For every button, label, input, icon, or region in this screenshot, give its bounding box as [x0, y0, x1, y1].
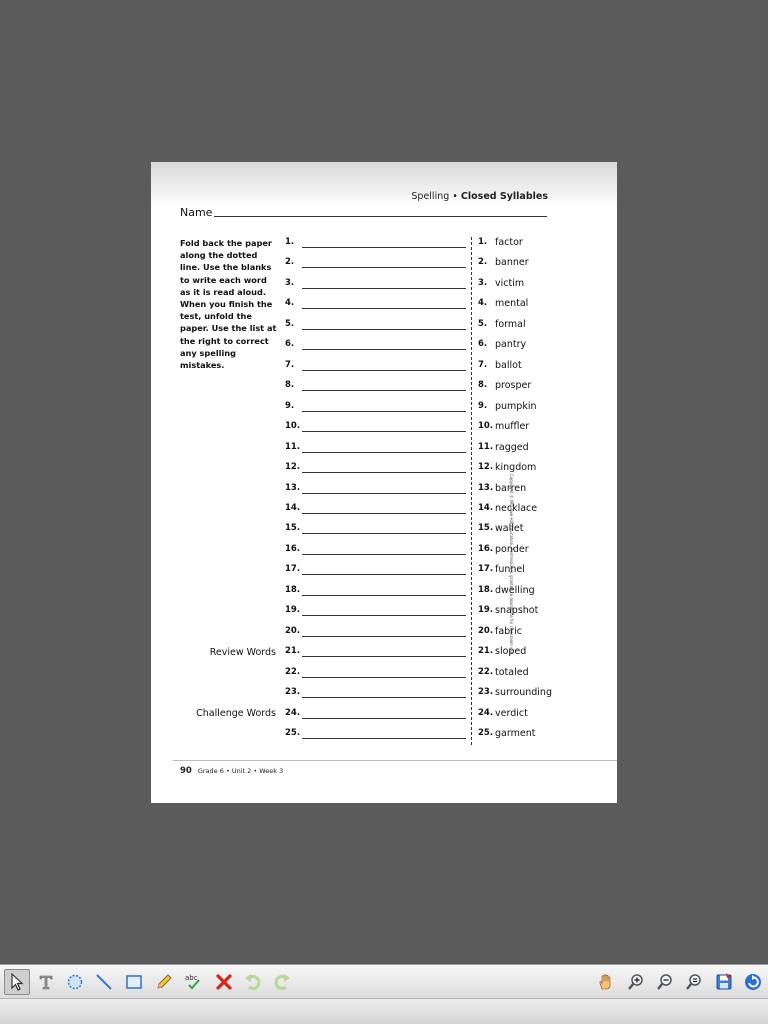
challenge-words-label: Challenge Words: [196, 708, 276, 719]
shape-tool-icon[interactable]: [62, 969, 88, 995]
answer-number: 7.: [478, 359, 488, 370]
answer-number: 16.: [478, 543, 494, 554]
spelling-word: wallet: [495, 523, 524, 535]
answer-blank: [302, 636, 466, 637]
answer-blank: [302, 411, 466, 412]
blank-number: 4.: [285, 298, 295, 309]
blank-number: 10.: [285, 421, 301, 432]
word-row: [151, 687, 617, 701]
spelling-word: garment: [495, 728, 536, 740]
heading-topic: Closed Syllables: [460, 191, 548, 202]
answer-blank: [302, 349, 466, 350]
rotate-icon[interactable]: [740, 969, 766, 995]
answer-blank: [302, 738, 466, 739]
redo-icon[interactable]: [269, 969, 295, 995]
spelling-word: sloped: [495, 646, 527, 658]
word-row: [151, 544, 617, 558]
spelling-word: funnel: [495, 564, 525, 576]
spelling-word: ragged: [495, 441, 529, 453]
answer-number: 10.: [478, 421, 494, 432]
blank-number: 18.: [285, 584, 301, 595]
answer-blank: [302, 247, 466, 248]
spelling-word: dwelling: [495, 584, 535, 596]
footer-text: Grade 6 • Unit 2 • Week 3: [197, 767, 284, 775]
answer-number: 5.: [478, 318, 488, 329]
zoom-out-icon[interactable]: [652, 969, 678, 995]
blank-number: 21.: [285, 646, 301, 657]
answer-number: 25.: [478, 728, 494, 739]
spelling-word: barren: [495, 482, 527, 494]
spelling-word: ballot: [495, 359, 522, 371]
answer-blank: [302, 656, 466, 657]
review-words-label: Review Words: [209, 647, 276, 658]
word-row: [151, 626, 617, 640]
answer-number: 19.: [478, 605, 494, 616]
word-row: [151, 605, 617, 619]
hand-pan-icon[interactable]: [593, 969, 619, 995]
answer-blank: [302, 533, 466, 534]
answer-number: 2.: [478, 257, 488, 268]
blank-number: 6.: [285, 339, 295, 350]
answer-number: 23.: [478, 687, 494, 698]
spelling-word: pantry: [495, 339, 527, 351]
answer-blank: [302, 431, 466, 432]
spelling-word: surrounding: [495, 687, 552, 699]
word-row: [151, 380, 617, 394]
word-row: [151, 257, 617, 271]
line-tool-icon[interactable]: [91, 969, 117, 995]
answer-number: 6.: [478, 339, 488, 350]
blank-number: 8.: [285, 380, 295, 391]
answer-blank: [302, 513, 466, 514]
worksheet-page: [151, 162, 617, 803]
word-row: [151, 564, 617, 578]
svg-text:abc: abc: [185, 974, 198, 982]
blank-number: 22.: [285, 666, 301, 677]
answer-number: 11.: [478, 441, 494, 452]
spelling-word: kingdom: [495, 462, 537, 474]
answer-blank: [302, 288, 466, 289]
answer-number: 17.: [478, 564, 494, 575]
answer-number: 14.: [478, 502, 494, 513]
blank-number: 20.: [285, 625, 301, 636]
page-number: 90: [180, 766, 192, 776]
blank-number: 25.: [285, 728, 301, 739]
select-arrow-icon[interactable]: [4, 969, 30, 995]
delete-icon[interactable]: [211, 969, 237, 995]
blank-number: 14.: [285, 502, 301, 513]
answer-blank: [302, 308, 466, 309]
blank-number: 13.: [285, 482, 301, 493]
answer-blank: [302, 452, 466, 453]
spelling-word: snapshot: [495, 605, 539, 617]
blank-number: 5.: [285, 318, 295, 329]
blank-number: 1.: [285, 237, 295, 247]
answer-blank: [302, 329, 466, 330]
blank-number: 12.: [285, 462, 301, 473]
word-row: [151, 319, 617, 333]
word-row: [151, 278, 617, 292]
blank-number: 19.: [285, 605, 301, 616]
spelling-word: banner: [495, 257, 529, 269]
word-row: [151, 339, 617, 353]
answer-number: 8.: [478, 380, 488, 391]
page-heading: [411, 191, 548, 202]
heading-subject: Spelling •: [411, 191, 461, 202]
answer-number: 22.: [478, 666, 494, 677]
word-row: [151, 237, 617, 251]
word-row: [151, 401, 617, 415]
pencil-icon[interactable]: [151, 969, 177, 995]
word-row: [151, 667, 617, 681]
word-row: [151, 298, 617, 312]
answer-blank: [302, 370, 466, 371]
answer-blank: [302, 595, 466, 596]
answer-blank: [302, 493, 466, 494]
answer-blank: [302, 554, 466, 555]
spelling-word: necklace: [495, 502, 538, 514]
spelling-word: mental: [495, 298, 529, 310]
answer-number: 9.: [478, 400, 488, 411]
word-row: [151, 646, 617, 660]
zoom-in-icon[interactable]: [623, 969, 649, 995]
blank-number: 17.: [285, 564, 301, 575]
spelling-word: verdict: [495, 707, 528, 719]
word-row: [151, 421, 617, 435]
spelling-word: formal: [495, 318, 526, 330]
answer-blank: [302, 390, 466, 391]
spelling-word: prosper: [495, 380, 532, 392]
footer-rule: [173, 760, 617, 761]
spelling-word: factor: [495, 237, 523, 248]
word-row: [151, 483, 617, 497]
word-row: [151, 523, 617, 537]
blank-number: 24.: [285, 707, 301, 718]
instructions-text: Fold back the paper along the dotted line. Use the blanks to write each word as it is read aloud. When you finish the test, unfold the paper. Use the list at the right to correct any spelling mistakes.: [180, 238, 277, 371]
save-icon[interactable]: [711, 969, 737, 995]
answer-number: 18.: [478, 584, 494, 595]
answer-blank: [302, 267, 466, 268]
blank-number: 7.: [285, 359, 295, 370]
undo-icon[interactable]: [240, 969, 266, 995]
answer-blank: [302, 697, 466, 698]
rectangle-tool-icon[interactable]: [121, 969, 147, 995]
word-row: [151, 728, 617, 742]
answer-number: 20.: [478, 625, 494, 636]
blank-number: 3.: [285, 277, 295, 288]
blank-number: 23.: [285, 687, 301, 698]
word-row: [151, 585, 617, 599]
spelling-word: victim: [495, 277, 525, 289]
blank-number: 15.: [285, 523, 301, 534]
blank-number: 16.: [285, 543, 301, 554]
answer-number: 12.: [478, 462, 494, 473]
text-tool-icon[interactable]: [33, 969, 59, 995]
answer-number: 24.: [478, 707, 494, 718]
spell-check-icon[interactable]: [181, 969, 207, 995]
spelling-word: pumpkin: [495, 400, 537, 412]
word-row: [151, 462, 617, 476]
blank-number: 9.: [285, 400, 295, 411]
answer-number: 13.: [478, 482, 494, 493]
spelling-word: ponder: [495, 543, 529, 555]
word-row: [151, 708, 617, 722]
answer-blank: [302, 615, 466, 616]
word-row: [151, 442, 617, 456]
answer-blank: [302, 472, 466, 473]
word-row: [151, 360, 617, 374]
answer-number: 21.: [478, 646, 494, 657]
spelling-word: fabric: [495, 625, 522, 637]
name-line: [214, 216, 547, 217]
blank-number: 11.: [285, 441, 301, 452]
answer-number: 1.: [478, 237, 488, 247]
status-bar: [0, 998, 768, 1024]
answer-number: 15.: [478, 523, 494, 534]
page-footer: [180, 766, 283, 776]
name-label: Name: [180, 206, 213, 219]
copyright-text: Copyright © McGraw-Hill Education. Permission is granted to reproduce for classroom use.: [509, 474, 514, 656]
answer-number: 4.: [478, 298, 488, 309]
annotation-toolbar: [0, 964, 768, 998]
blank-number: 2.: [285, 257, 295, 268]
spelling-word: muffler: [495, 421, 530, 433]
word-row: [151, 503, 617, 517]
answer-blank: [302, 677, 466, 678]
spelling-word: totaled: [495, 666, 529, 678]
zoom-fit-icon[interactable]: [681, 969, 707, 995]
answer-blank: [302, 718, 466, 719]
answer-blank: [302, 574, 466, 575]
answer-number: 3.: [478, 277, 488, 288]
